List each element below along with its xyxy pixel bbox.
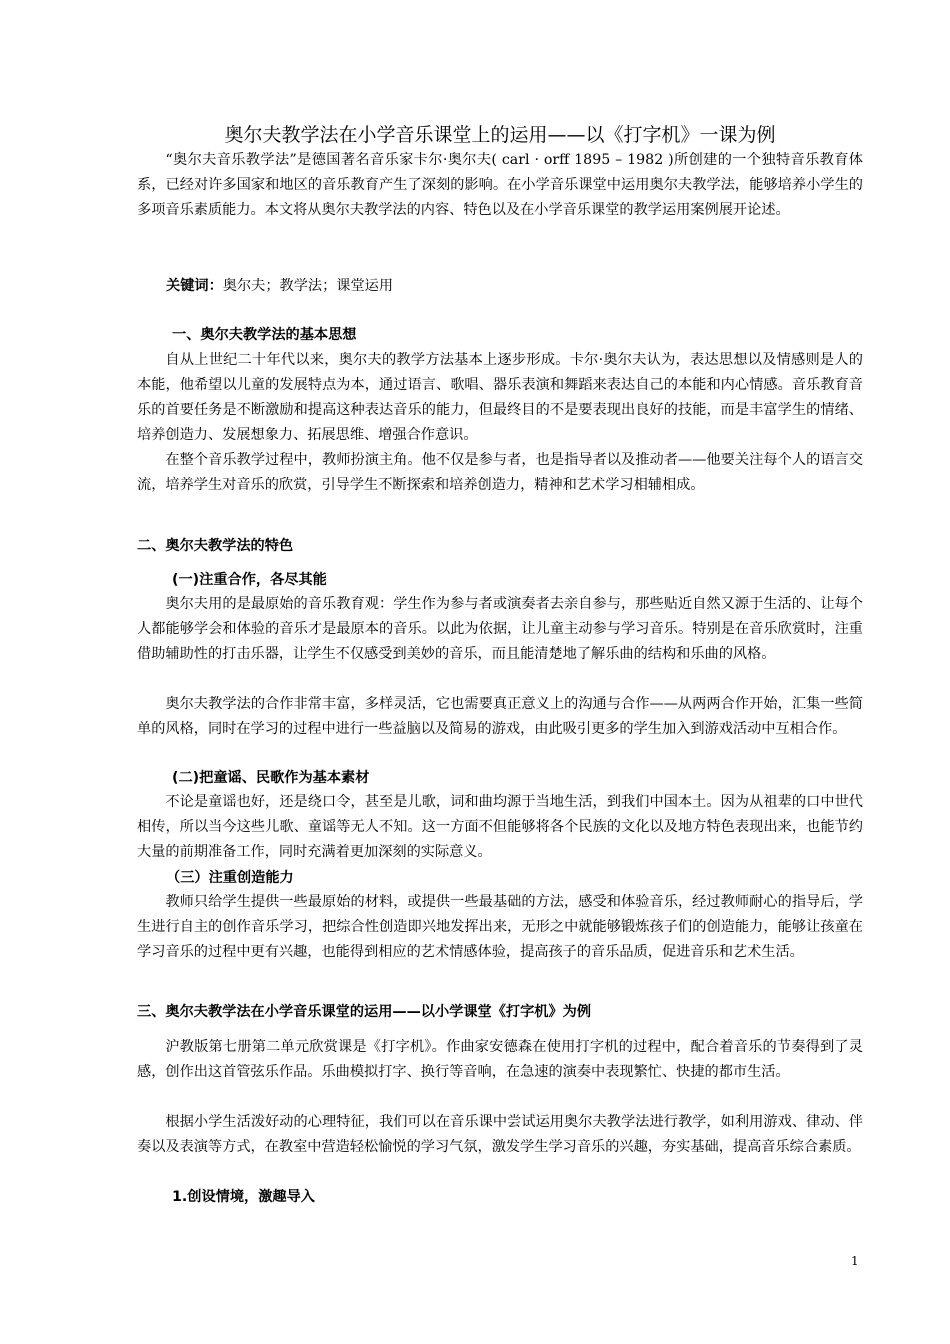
section2-sub2-heading: (二)把童谣、民歌作为基本素材 [172,770,370,786]
abstract-paragraph: “奥尔夫音乐教学法”是德国著名音乐家卡尔·奥尔夫( carl · orff 1895 – 1982 )所创建的一个独特音乐教育体系，已经对许多国家和地区的音乐教育产生了深刻的影响。在小学音乐课堂中运用奥尔夫教学法，能够培养小学生的多项音乐素质能力。本文将从奥尔夫教学法的内容、特色以及在小学音乐课堂的教学运用案例展开论述。 [137,152,863,218]
section1-paragraph-2: 在整个音乐教学过程中，教师扮演主角。他不仅是参与者，也是指导者以及推动者——他要关注每个人的语言交流，培养学生对音乐的欣赏，引导学生不断探索和培养创造力，精神和艺术学习相辅相成。 [137,452,863,493]
section2-sub3-heading: （三）注重创造能力 [166,870,294,886]
section2-sub3-paragraph-1: 教师只给学生提供一些最原始的材料，或提供一些最基础的方法，感受和体验音乐，经过教师耐心的指导后，学生进行自主的创作音乐学习，把综合性创造即兴地发挥出来，无形之中就能够锻炼孩子们的创造能力，能够让孩童在学习音乐的过程中更有兴趣，也能得到相应的艺术情感体验，提高孩子的音乐品质，促进音乐和艺术生活。 [137,894,863,960]
keywords-label: 关键词： [166,278,223,294]
section1-paragraph-1: 自从上世纪二十年代以来，奥尔夫的教学方法基本上逐步形成。卡尔·奥尔夫认为，表达思想以及情感则是人的本能，他希望以儿童的发展特点为本，通过语言、歌唱、器乐表演和舞蹈来表达自己的本能和内心情感。音乐教育音乐的首要任务是不断激励和提高这种表达音乐的能力，但最终目的不是要表现出良好的技能，而是丰富学生的情绪、培养创造力、发展想象力、拓展思维、增强合作意识。 [137,352,863,443]
section2-sub2-paragraph-1: 不论是童谣也好，还是绕口令，甚至是儿歌，词和曲均源于当地生活，到我们中国本土。因为从祖辈的口中世代相传，所以当今这些儿歌、童谣等无人不知。这一方面不但能够将各个民族的文化以及地方特色表现出来，也能节约大量的前期准备工作，同时充满着更加深刻的实际意义。 [137,794,863,860]
section1-heading: 一、奥尔夫教学法的基本思想 [172,327,357,343]
document-title: 奥尔夫教学法在小学音乐课堂上的运用——以《打字机》一课为例 [224,124,776,146]
section3-step1-heading: 1.创设情境，激趣导入 [172,1189,315,1205]
section2-sub1-paragraph-1: 奥尔夫用的是最原始的音乐教育观：学生作为参与者或演奏者去亲自参与，那些贴近自然又源于生活的、让每个人都能够学会和体验的音乐才是最原本的音乐。以此为依据，让儿童主动参与学习音乐。特别是在音乐欣赏时，注重借助辅助性的打击乐器，让学生不仅感受到美妙的音乐，而且能清楚地了解乐曲的结构和乐曲的风格。 [137,596,863,662]
keywords-value: 奥尔夫；教学法；课堂运用 [222,278,394,294]
section2-sub1-paragraph-2: 奥尔夫教学法的合作非常丰富，多样灵活，它也需要真正意义上的沟通与合作——从两两合作开始，汇集一些简单的风格，同时在学习的过程中进行一些益脑以及简易的游戏，由此吸引更多的学生加入到游戏活动中互相合作。 [137,696,863,737]
section2-heading: 二、奥尔夫教学法的特色 [137,538,294,554]
section3-paragraph-1: 沪教版第七册第二单元欣赏课是《打字机》。作曲家安德森在使用打字机的过程中，配合着音乐的节奏得到了灵感，创作出这首管弦乐作品。乐曲模拟打字、换行等音响，在急速的演奏中表现繁忙、快捷的都市生活。 [137,1039,863,1080]
section2-sub1-heading: (一)注重合作，各尽其能 [172,572,327,588]
keywords-line [166,274,393,298]
section3-heading: 三、奥尔夫教学法在小学音乐课堂的运用——以小学课堂《打字机》为例 [137,1004,592,1020]
page-number: 1 [851,1254,859,1268]
section3-paragraph-2: 根据小学生活泼好动的心理特征，我们可以在音乐课中尝试运用奥尔夫教学法进行教学，如利用游戏、律动、伴奏以及表演等方式，在教室中营造轻松愉悦的学习气氛，激发学生学习音乐的兴趣，夯实基础，提高音乐综合素质。 [137,1114,863,1155]
